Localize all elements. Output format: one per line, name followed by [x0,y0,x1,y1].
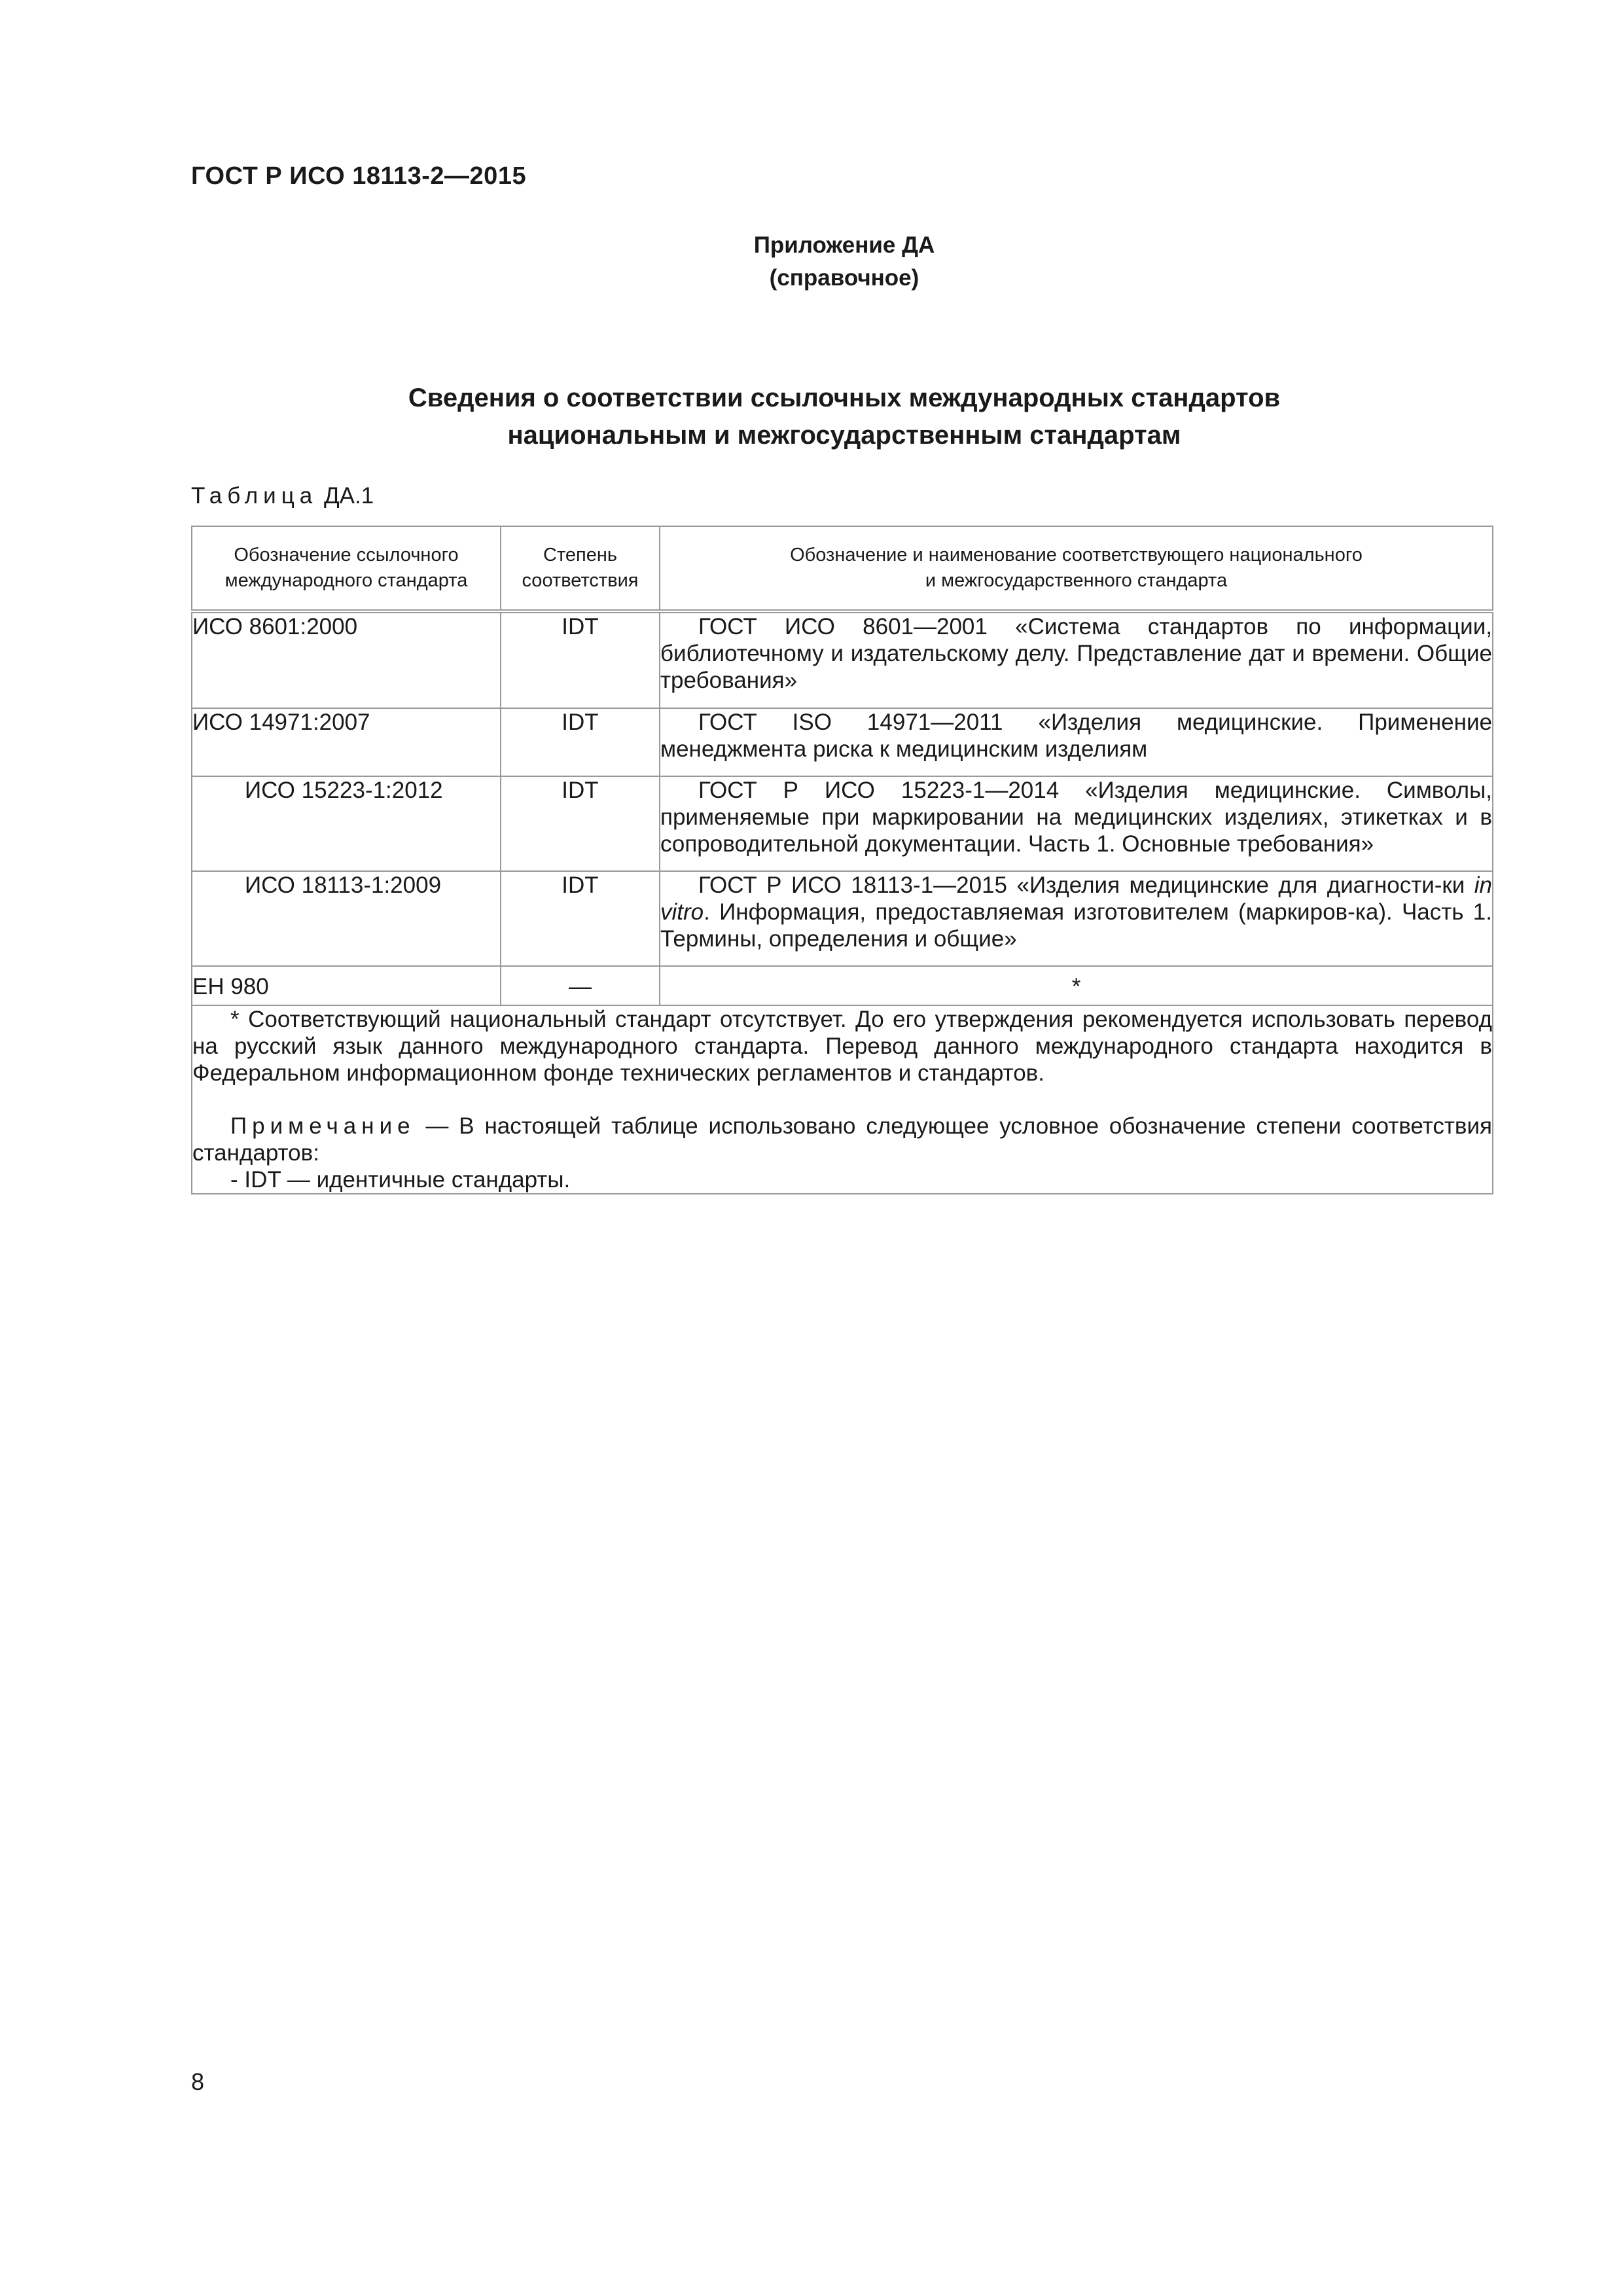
note-item: - IDT — идентичные стандарты. [230,1167,571,1193]
table-caption [191,483,374,509]
cell-standard: ИСО 15223-1:2012 [192,776,501,871]
note-text: — В настоящей таблице использовано следующее условное обозначение степени соответствия стандартов: [192,1113,1492,1166]
cell-standard: ИСО 8601:2000 [192,611,501,708]
table-row [192,708,1493,776]
note-label: Примечание [230,1113,416,1139]
document-id: ГОСТ Р ИСО 18113-2—2015 [191,162,527,190]
section-title-line-1: Сведения о соответствии ссылочных международных стандартов [408,384,1281,412]
cell-degree: IDT [501,708,660,776]
header-international-standard: Обозначение ссылочного международного стандарта [192,526,501,611]
table-header-row [192,526,1493,611]
table-row [192,611,1493,708]
cell-national: ГОСТ ИСО 8601—2001 «Система стандартов по информации, библиотечному и издательскому делу. Представление дат и времени. Общие требования» [660,611,1493,708]
table-row [192,966,1493,1005]
correspondence-table [191,526,1493,1194]
table-caption-prefix: Таблица [191,483,318,509]
table-footer-row [192,1005,1493,1194]
table-row [192,776,1493,871]
cell-degree: — [501,966,660,1005]
header-degree: Степень соответствия [501,526,660,611]
cell-degree: IDT [501,776,660,871]
cell-degree: IDT [501,871,660,966]
cell-standard: ЕН 980 [192,966,501,1005]
cell-national: * [660,966,1493,1005]
cell-standard: ИСО 18113-1:2009 [192,871,501,966]
cell-degree: IDT [501,611,660,708]
note [192,1113,1492,1166]
table-row [192,871,1493,966]
header-national-standard: Обозначение и наименование соответствующего национального и межгосударственного стандарта [660,526,1493,611]
footnote: * Соответствующий национальный стандарт отсутствует. До его утверждения рекомендуется использовать перевод на русский язык данного международного стандарта. Перевод данного международного стандарта находится в Федеральном информационном фонде технических регламентов и стандартов. [192,1007,1492,1086]
cell-national: ГОСТ ISO 14971—2011 «Изделия медицинские. Применение менеджмента риска к медицинским изделиям [660,708,1493,776]
cell-national: ГОСТ Р ИСО 18113-1—2015 «Изделия медицинские для диагности-ки in vitro. Информация, предоставляемая изготовителем (маркиров-ка). Часть 1. Термины, определения и общие» [660,871,1493,966]
table-footer [192,1005,1493,1194]
page-number: 8 [191,2068,205,2095]
section-title-line-2: национальным и межгосударственным стандартам [507,421,1181,450]
appendix-subtitle: (справочное) [769,265,919,291]
cell-national: ГОСТ Р ИСО 15223-1—2014 «Изделия медицинские. Символы, применяемые при маркировании на медицинских изделиях, этикетках и в сопроводительной документации. Часть 1. Основные требования» [660,776,1493,871]
table-caption-id: ДА.1 [323,483,374,509]
appendix-heading [0,229,1623,295]
section-title [0,380,1623,454]
italic-in-vitro: in vitro [660,872,1492,925]
appendix-title: Приложение ДА [753,232,935,258]
cell-standard: ИСО 14971:2007 [192,708,501,776]
